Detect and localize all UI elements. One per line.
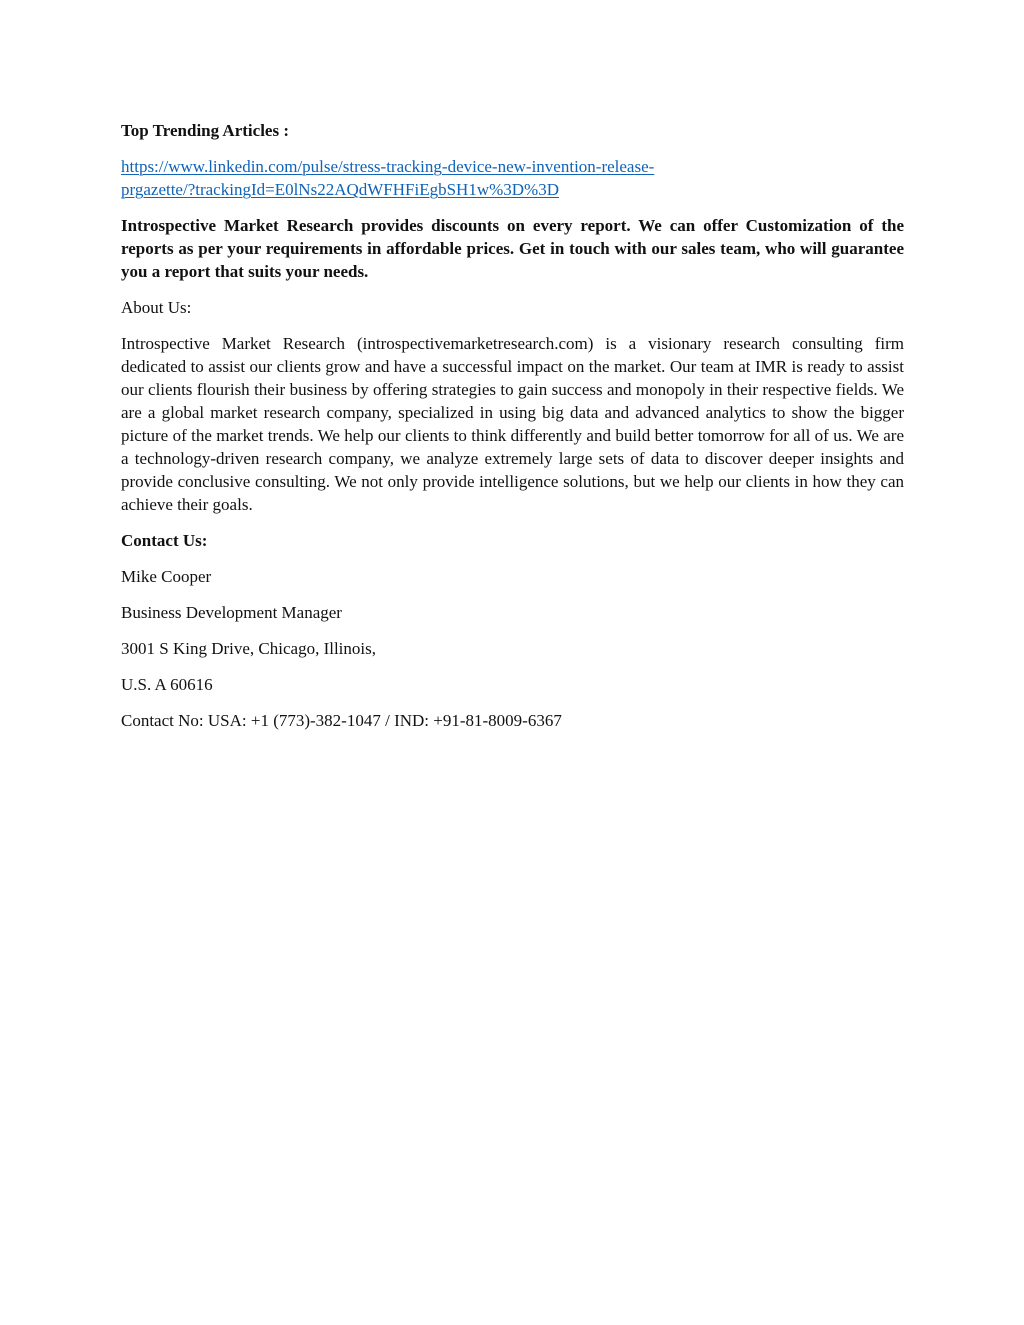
- trending-heading: Top Trending Articles :: [121, 121, 289, 140]
- contact-heading: Contact Us:: [121, 531, 208, 550]
- contact-zip: U.S. A 60616: [121, 675, 213, 694]
- contact-name: Mike Cooper: [121, 567, 212, 586]
- contact-title: Business Development Manager: [121, 603, 342, 622]
- contact-address: 3001 S King Drive, Chicago, Illinois,: [121, 639, 376, 658]
- article-link-line-1[interactable]: https://www.linkedin.com/pulse/stress-tracking-device-new-invention-release-: [121, 157, 655, 176]
- about-paragraph: Introspective Market Research (introspectivemarketresearch.com) is a visionary research consulting firm dedicated to assist our clients grow and have a successful impact on the market. Our team at IMR is ready to assist our clients flourish their business by offering strategies to gain success and monopoly in their respective fields. We are a global market research company, specialized in using big data and advanced analytics to show the bigger picture of the market trends. We help our clients to think differently and build better tomorrow for all of us. We are a technology-driven research company, we analyze extremely large sets of data to discover deeper insights and provide conclusive consulting. We not only provide intelligence solutions, but we help our clients in how they can achieve their goals.: [121, 334, 904, 514]
- document-page: [121, 119, 904, 745]
- article-link-line-2[interactable]: prgazette/?trackingId=E0lNs22AQdWFHFiEgbSH1w%3D%3D: [121, 180, 559, 199]
- promo-paragraph: Introspective Market Research provides discounts on every report. We can offer Customization of the reports as per your requirements in affordable prices. Get in touch with our sales team, who will guarantee you a report that suits your needs.: [121, 216, 904, 281]
- contact-phone: Contact No: USA: +1 (773)-382-1047 / IND: +91-81-8009-6367: [121, 711, 562, 730]
- about-heading: About Us:: [121, 298, 192, 317]
- article-link[interactable]: [121, 155, 904, 201]
